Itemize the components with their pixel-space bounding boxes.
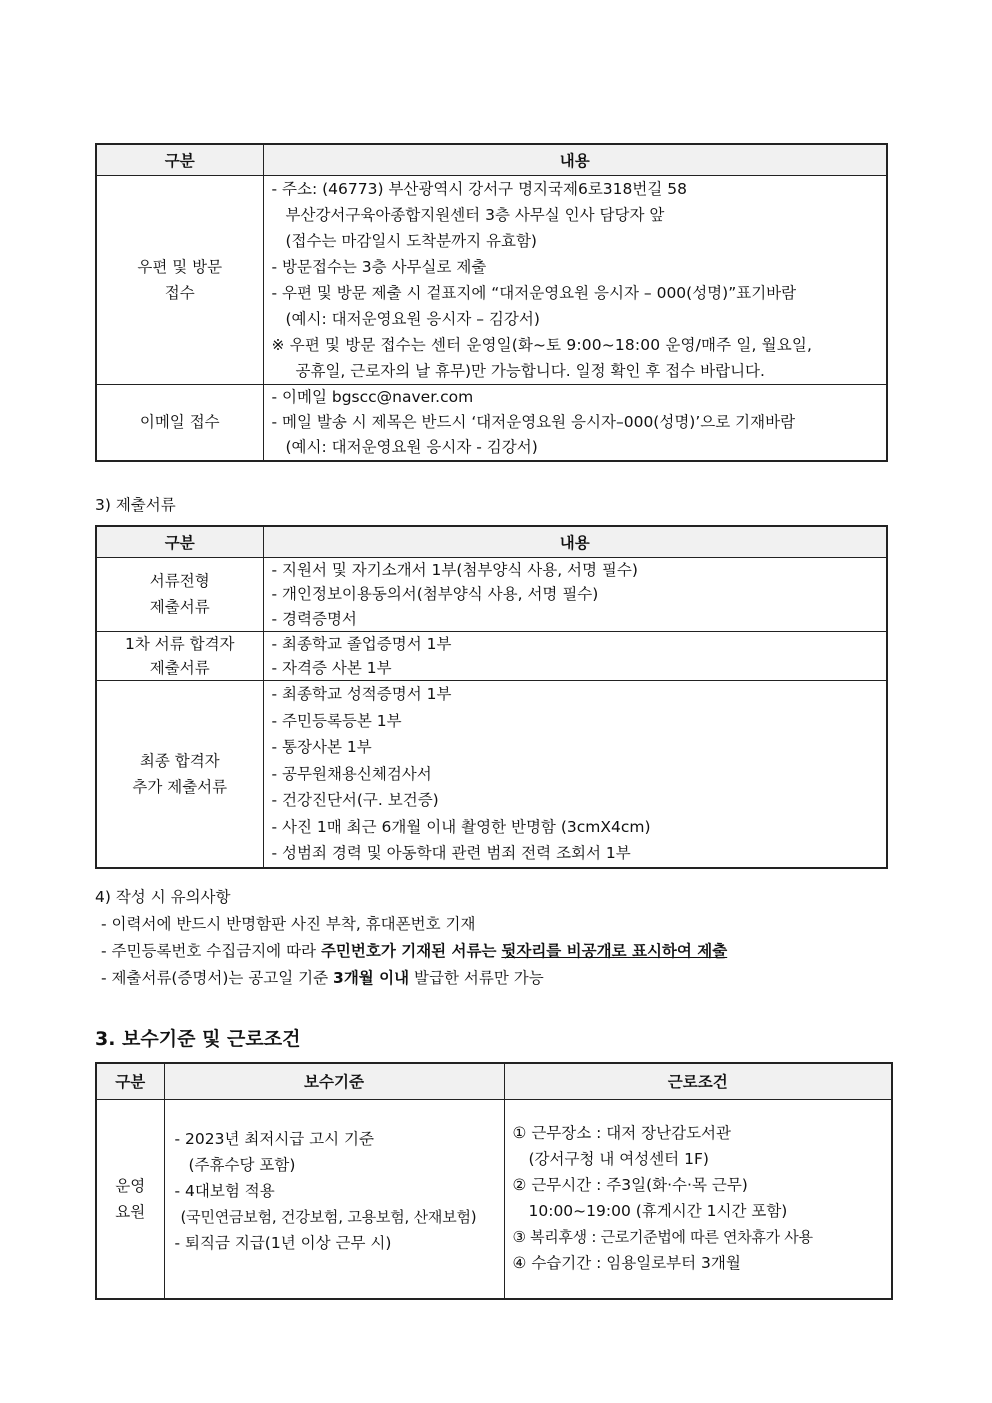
documents-table bbox=[95, 525, 888, 869]
notes-line-2: - 주민등록번호 수집금지에 따라 주민번호가 기재된 서류는 뒷자리를 비공개로 표시하여 제출 bbox=[101, 942, 728, 960]
notes-line-3: - 제출서류(증명서)는 공고일 기준 3개월 이내 발급한 서류만 가능 bbox=[101, 969, 544, 987]
table2-header-content: 내용 bbox=[263, 526, 887, 557]
deadline-note: (접수는 마감일시 도착분까지 유효함) bbox=[285, 231, 537, 250]
list-item: - 자격증 사본 1부 bbox=[271, 659, 392, 677]
table2-row3-category: 최종 합격자 추가 제출서류 bbox=[96, 681, 263, 868]
notes-section bbox=[95, 884, 727, 992]
email-line: - 이메일 bgscc@naver.com bbox=[271, 387, 474, 406]
table3-work-content bbox=[504, 1099, 892, 1299]
table3-category: 운영 요원 bbox=[96, 1099, 164, 1299]
table3-header-pay: 보수기준 bbox=[164, 1063, 504, 1099]
table1-header-content: 내용 bbox=[263, 144, 887, 175]
table2-row3-content bbox=[263, 681, 887, 868]
notes-line-1: - 이력서에 반드시 반명함판 사진 부착, 휴대폰번호 기재 bbox=[101, 915, 476, 933]
notes-line-2-bold-2: 뒷자리를 비공개로 표시하여 제출 bbox=[501, 942, 728, 960]
notes-line-3-bold: 3개월 이내 bbox=[333, 969, 410, 987]
hours-note-2: 공휴일, 근로자의 날 휴무)만 가능합니다. 일정 확인 후 접수 바랍니다. bbox=[295, 361, 765, 380]
address-line: - 주소: (46773) 부산광역시 강서구 명지국제6로318번길 58 bbox=[271, 179, 687, 198]
pay-item: - 퇴직금 지급(1년 이상 근무 시) bbox=[174, 1233, 392, 1252]
email-example: (예시: 대저운영요원 응시자 - 김강서) bbox=[285, 437, 538, 456]
submission-method-table bbox=[95, 143, 888, 462]
table1-header-category: 구분 bbox=[96, 144, 263, 175]
list-item: - 사진 1매 최근 6개월 이내 촬영한 반명함 (3cmX4cm) bbox=[271, 817, 651, 836]
notes-title: 4) 작성 시 유의사항 bbox=[95, 888, 231, 906]
cover-note: - 우편 및 방문 제출 시 겉표지에 “대저운영요원 응시자 – 000(성명)”표기바람 bbox=[271, 283, 797, 302]
table2-row2-category: 1차 서류 합격자 제출서류 bbox=[96, 632, 263, 681]
work-item: ② 근무시간 : 주3일(화·수·목 근무) bbox=[512, 1175, 748, 1194]
pay-item: (국민연금보험, 건강보험, 고용보험, 산재보험) bbox=[180, 1207, 477, 1226]
visit-note: - 방문접수는 3층 사무실로 제출 bbox=[271, 257, 487, 276]
pay-item: - 4대보험 적용 bbox=[174, 1181, 275, 1200]
salary-conditions-table bbox=[95, 1062, 893, 1300]
notes-line-2-bold-1: 주민번호가 기재된 서류는 bbox=[320, 942, 497, 960]
list-item: - 공무원채용신체검사서 bbox=[271, 764, 432, 783]
list-item: - 개인정보이용동의서(첨부양식 사용, 서명 필수) bbox=[271, 585, 599, 603]
salary-section-heading: 3. 보수기준 및 근로조건 bbox=[95, 1028, 301, 1050]
list-item: - 경력증명서 bbox=[271, 609, 357, 628]
table3-header-conditions: 근로조건 bbox=[504, 1063, 892, 1099]
work-item: (강서구청 내 여성센터 1F) bbox=[528, 1149, 709, 1168]
list-item: - 건강진단서(구. 보건증) bbox=[271, 791, 439, 809]
list-item: - 지원서 및 자기소개서 1부(첨부양식 사용, 서명 필수) bbox=[271, 560, 638, 579]
list-item: - 주민등록등본 1부 bbox=[271, 711, 402, 730]
pay-item: - 2023년 최저시급 고시 기준 bbox=[174, 1129, 375, 1148]
email-subject-note: - 메일 발송 시 제목은 반드시 ‘대저운영요원 응시자–000(성명)’으로 기재바람 bbox=[271, 412, 796, 431]
table2-row2-content bbox=[263, 632, 887, 681]
table1-row1-content bbox=[263, 175, 887, 384]
cover-example: (예시: 대저운영요원 응시자 – 김강서) bbox=[285, 309, 540, 328]
list-item: - 성범죄 경력 및 아동학대 관련 범죄 전력 조회서 1부 bbox=[271, 844, 631, 862]
work-item: ④ 수습기간 : 임용일로부터 3개월 bbox=[512, 1253, 741, 1272]
table1-row1-category: 우편 및 방문 접수 bbox=[96, 175, 263, 384]
table2-header-category: 구분 bbox=[96, 526, 263, 557]
hours-note: ※ 우편 및 방문 접수는 센터 운영일(화~토 9:00~18:00 운영/매주 일, 월요일, bbox=[271, 335, 813, 354]
documents-section-title: 3) 제출서류 bbox=[95, 496, 176, 514]
work-item: ① 근무장소 : 대저 장난감도서관 bbox=[512, 1123, 732, 1142]
address-line-2: 부산강서구육아종합지원센터 3층 사무실 인사 담당자 앞 bbox=[285, 205, 665, 224]
pay-item: (주휴수당 포함) bbox=[188, 1155, 296, 1174]
list-item: - 최종학교 성적증명서 1부 bbox=[271, 685, 452, 703]
table3-header-category: 구분 bbox=[96, 1063, 164, 1099]
table1-row2-content bbox=[263, 384, 887, 461]
table3-pay-content bbox=[164, 1099, 504, 1299]
table2-row1-content bbox=[263, 557, 887, 632]
list-item: - 통장사본 1부 bbox=[271, 738, 372, 756]
work-item: ③ 복리후생 : 근로기준법에 따른 연차휴가 사용 bbox=[512, 1227, 813, 1246]
list-item: - 최종학교 졸업증명서 1부 bbox=[271, 635, 452, 653]
work-item: 10:00~19:00 (휴게시간 1시간 포함) bbox=[528, 1201, 788, 1220]
table2-row1-category: 서류전형 제출서류 bbox=[96, 557, 263, 632]
table1-row2-category: 이메일 접수 bbox=[96, 384, 263, 461]
